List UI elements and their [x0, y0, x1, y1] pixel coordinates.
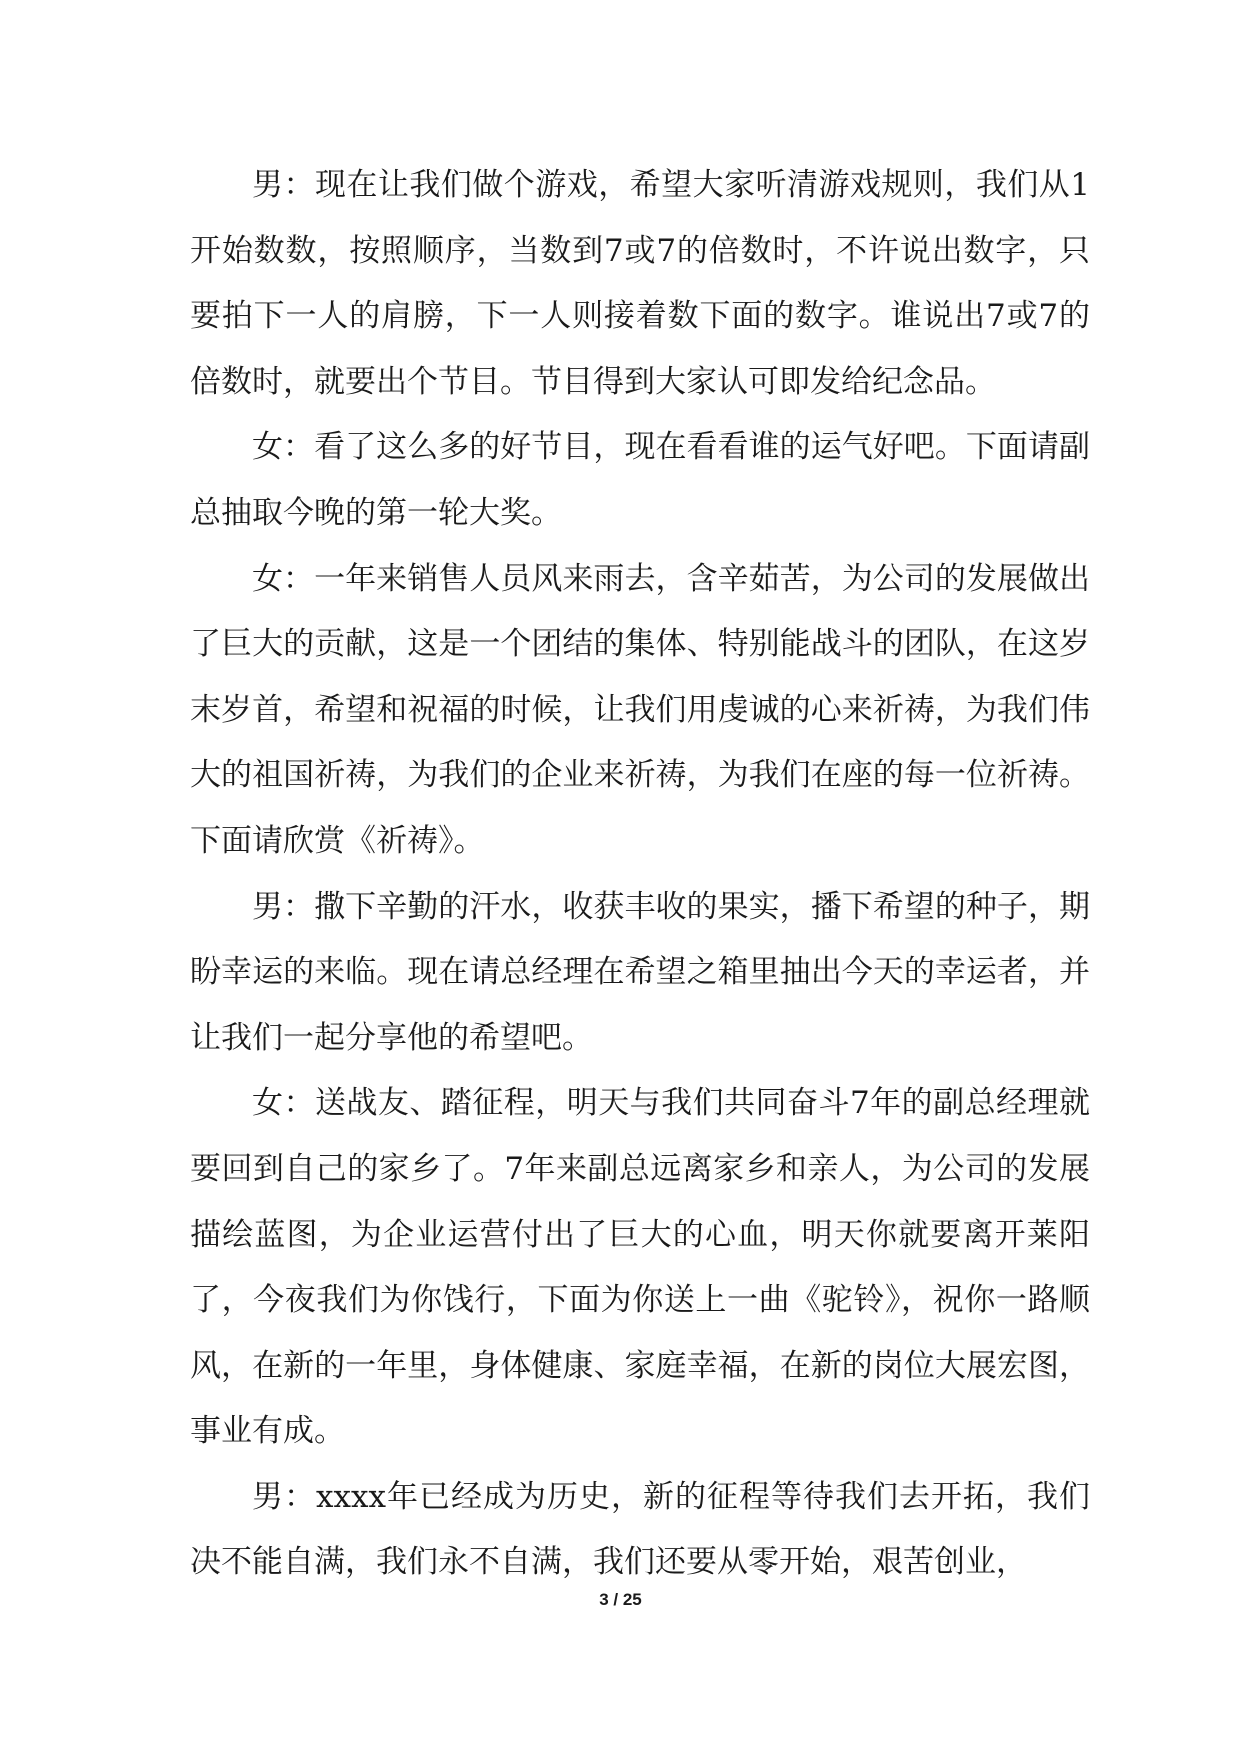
paragraph-sales-team-prayer: 女：一年来销售人员风来雨去，含辛茹苦，为公司的发展做出了巨大的贡献，这是一个团结的集体、特别能战斗的团队，在这岁末岁首，希望和祝福的时候，让我们用虔诚的心来祈祷，为我们伟大的祖国祈祷，为我们的企业来祈祷，为我们在座的每一位祈祷。下面请欣赏《祈祷》。 — [190, 560, 1090, 859]
paragraph-new-journey: 男：xxxx年已经成为历史，新的征程等待我们去开拓，我们决不能自满，我们永不自满，我们还要从零开始，艰苦创业， — [190, 1478, 1090, 1581]
paragraph-game-rules: 男：现在让我们做个游戏，希望大家听清游戏规则，我们从1开始数数，按照顺序，当数到7或7的倍数时，不许说出数字，只要拍下一人的肩膀，下一人则接着数下面的数字。谁说出7或7的倍数时，就要出个节目。节目得到大家认可即发给纪念品。 — [190, 167, 1090, 400]
paragraph-first-prize-draw: 女：看了这么多的好节目，现在看看谁的运气好吧。下面请副总抽取今晚的第一轮大奖。 — [190, 429, 1090, 531]
page-number: 3 / 25 — [599, 1590, 642, 1609]
paragraph-farewell: 女：送战友、踏征程，明天与我们共同奋斗7年的副总经理就要回到自己的家乡了。7年来副总远离家乡和亲人，为公司的发展描绘蓝图，为企业运营付出了巨大的心血，明天你就要离开莱阳了，今夜我们为你饯行，下面为你送上一曲《驼铃》，祝你一路顺风，在新的一年里，身体健康、家庭幸福，在新的岗位大展宏图，事业有成。 — [190, 1085, 1090, 1450]
document-body — [190, 153, 1090, 1596]
paragraph-lucky-draw: 男：撒下辛勤的汗水，收获丰收的果实，播下希望的种子，期盼幸运的来临。现在请总经理在希望之箱里抽出今天的幸运者，并让我们一起分享他的希望吧。 — [190, 888, 1090, 1056]
